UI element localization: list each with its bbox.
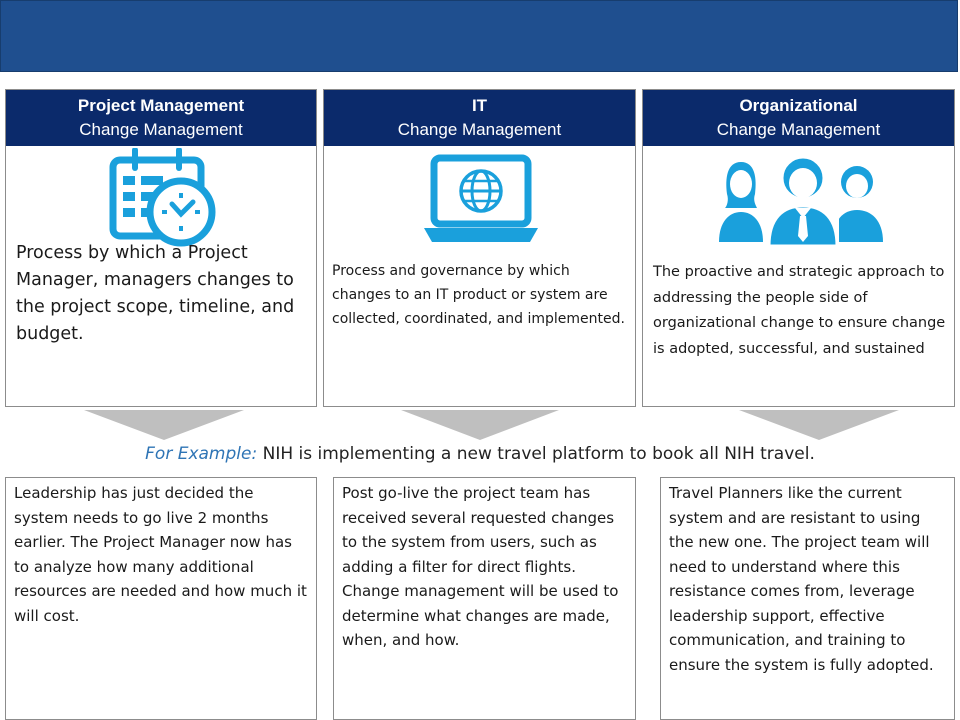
card-it <box>323 89 636 407</box>
card-header <box>6 90 316 146</box>
card-subtitle: Change Management <box>79 120 243 139</box>
example-box-it: Post go-live the project team has received several requested changes to the system from users, such as adding a filter for direct flights. Change management will be used to determine what changes are made, when, and how. <box>333 477 636 720</box>
card-subtitle: Change Management <box>397 120 562 139</box>
card-description: Process and governance by which changes to an IT product or system are collected, coordinated, and implemented. <box>332 263 625 327</box>
people-group-icon <box>719 156 885 246</box>
example-statement <box>0 444 960 464</box>
card-description: Process by which a Project Manager, managers changes to the project scope, timeline, and budget. <box>16 243 295 344</box>
card-subtitle: Change Management <box>716 120 881 139</box>
card-title: IT <box>471 96 488 115</box>
example-box-project-management: Leadership has just decided the system needs to go live 2 months earlier. The Project Manager now has to analyze how many additional resources are needed and how much it will cost. <box>5 477 317 720</box>
card-description: The proactive and strategic approach to addressing the people side of organizational change to ensure change is adopted, successful, and sustained <box>653 264 946 357</box>
example-text: NIH is implementing a new travel platform to book all NIH travel. <box>257 444 815 464</box>
card-project-management <box>5 89 317 407</box>
card-header <box>643 90 954 146</box>
down-arrow-icon <box>84 410 244 440</box>
example-box-organizational: Travel Planners like the current system and are resistant to using the new one. The project team will need to understand where this resistance comes from, leverage leadership support, effective communication, and training to ensure the system is fully adopted. <box>660 477 955 720</box>
card-title: Organizational <box>739 96 858 115</box>
calendar-clock-icon <box>109 148 221 248</box>
down-arrow-icon <box>739 410 899 440</box>
card-title: Project Management <box>77 96 245 115</box>
down-arrow-icon <box>401 410 559 440</box>
card-header <box>324 90 635 146</box>
card-organizational <box>642 89 955 407</box>
laptop-globe-icon <box>422 154 540 246</box>
example-lead: For Example: <box>145 444 258 464</box>
title-banner <box>0 0 958 72</box>
